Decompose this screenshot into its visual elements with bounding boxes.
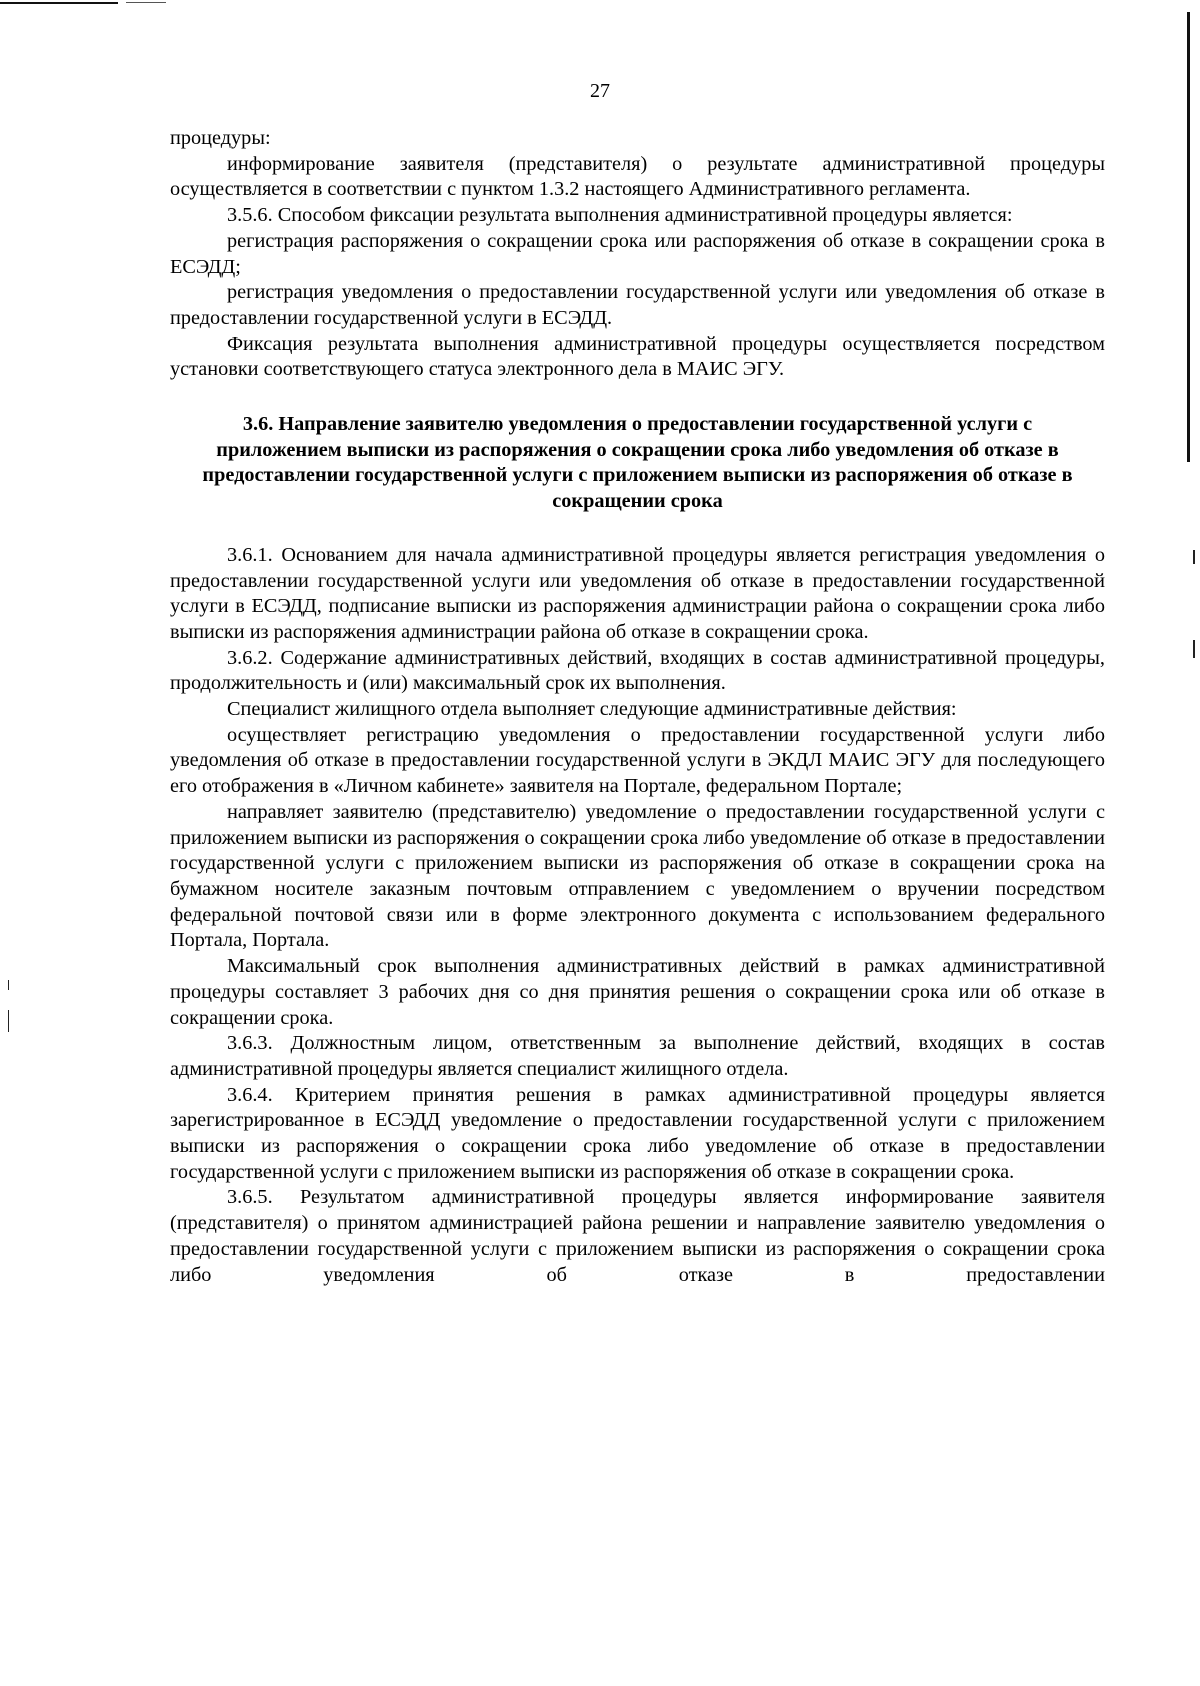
scan-artifact-line [126,2,166,3]
paragraph: 3.6.3. Должностным лицом, ответственным за выполнение действий, входящих в состав административной процедуры является специалист жилищного отдела. [170,1032,1105,1080]
paragraph: регистрация распоряжения о сокращении срока или распоряжения об отказе в сокращении срока в ЕСЭДД; [170,229,1105,278]
paragraph: регистрация уведомления о предоставлении государственной услуги или уведомления об отказе в предоставлении государственной услуги в ЕСЭДД. [170,281,1105,329]
scan-artifact-mark [8,980,9,990]
page-number: 27 [590,80,610,102]
paragraph: Специалист жилищного отдела выполняет следующие административные действия: [227,698,957,721]
paragraph-continued: 3.6.5. Результатом административной процедуры является информирование заявителя (представителя) о принятом администрацией района решении и направление заявителю уведомления о предоставлении государственной услуги с приложением выписки из распоряжения о сокращении срока либо уведомления об отказе в предоставлении [170,1186,1105,1286]
section-heading: 3.6. Направление заявителю уведомления о предоставлении государственной услуги с приложением выписки из распоряжения о сокращении срока либо уведомления об отказе в предоставлении государственной услуги с приложением выписки из распоряжения об отказе в сокращении срока [202,413,1073,513]
scan-artifact-line [0,2,118,4]
paragraph: 3.6.1. Основанием для начала административной процедуры является регистрация уведомления о предоставлении государственной услуги или уведомления об отказе в предоставлении государственной услуги в ЕСЭДД, подписание выписки из распоряжения администрации района о сокращении срока либо выписки из распоряжения администрации района об отказе в сокращении срока. [170,543,1105,643]
scan-artifact-mark [1193,640,1195,658]
paragraph: Фиксация результата выполнения административной процедуры осуществляется посредством установки соответствующего статуса электронного дела в МАИС ЭГУ. [170,332,1105,381]
paragraph: 3.6.2. Содержание административных действий, входящих в состав административной процедуры, продолжительность и (или) максимальный срок их выполнения. [170,646,1105,695]
paragraph: информирование заявителя (представителя) о результате административной процедуры осуществляется в соответствии с пунктом 1.3.2 настоящего Административного регламента. [170,152,1105,201]
paragraph: осуществляет регистрацию уведомления о предоставлении государственной услуги либо уведомления об отказе в предоставлении государственной услуги в ЭКДЛ МАИС ЭГУ для последующего его отображения в «Личном кабинете» заявителя на Портале, федеральном Портале; [170,723,1105,798]
document-body [170,126,1105,1288]
paragraph: процедуры: [170,127,271,149]
paragraph: 3.6.4. Критерием принятия решения в рамках административной процедуры является зарегистрированное в ЕСЭДД уведомление о предоставлении государственной услуги с приложением выписки из распоряжения о сокращении срока либо уведомление об отказе в предоставлении государственной услуги с приложением выписки из распоряжения об отказе в сокращении срока. [170,1083,1105,1183]
scan-artifact-mark [8,1010,9,1032]
paragraph: 3.5.6. Способом фиксации результата выполнения административной процедуры является: [227,204,1013,227]
paragraph: направляет заявителю (представителю) уведомление о предоставлении государственной услуги с приложением выписки из распоряжения о сокращении срока либо уведомление об отказе в предоставлении государственной услуги с приложением выписки из распоряжения об отказе в сокращении срока на бумажном носителе заказным почтовым отправлением с уведомлением о вручении посредством федеральной почтовой связи или в форме электронного документа с использованием федерального Портала, Портала. [170,800,1105,952]
scan-artifact-mark [1193,550,1195,564]
paragraph: Максимальный срок выполнения административных действий в рамках административной процедуры составляет 3 рабочих дня со дня принятия решения о сокращении срока или об отказе в сокращении срока. [170,955,1105,1029]
